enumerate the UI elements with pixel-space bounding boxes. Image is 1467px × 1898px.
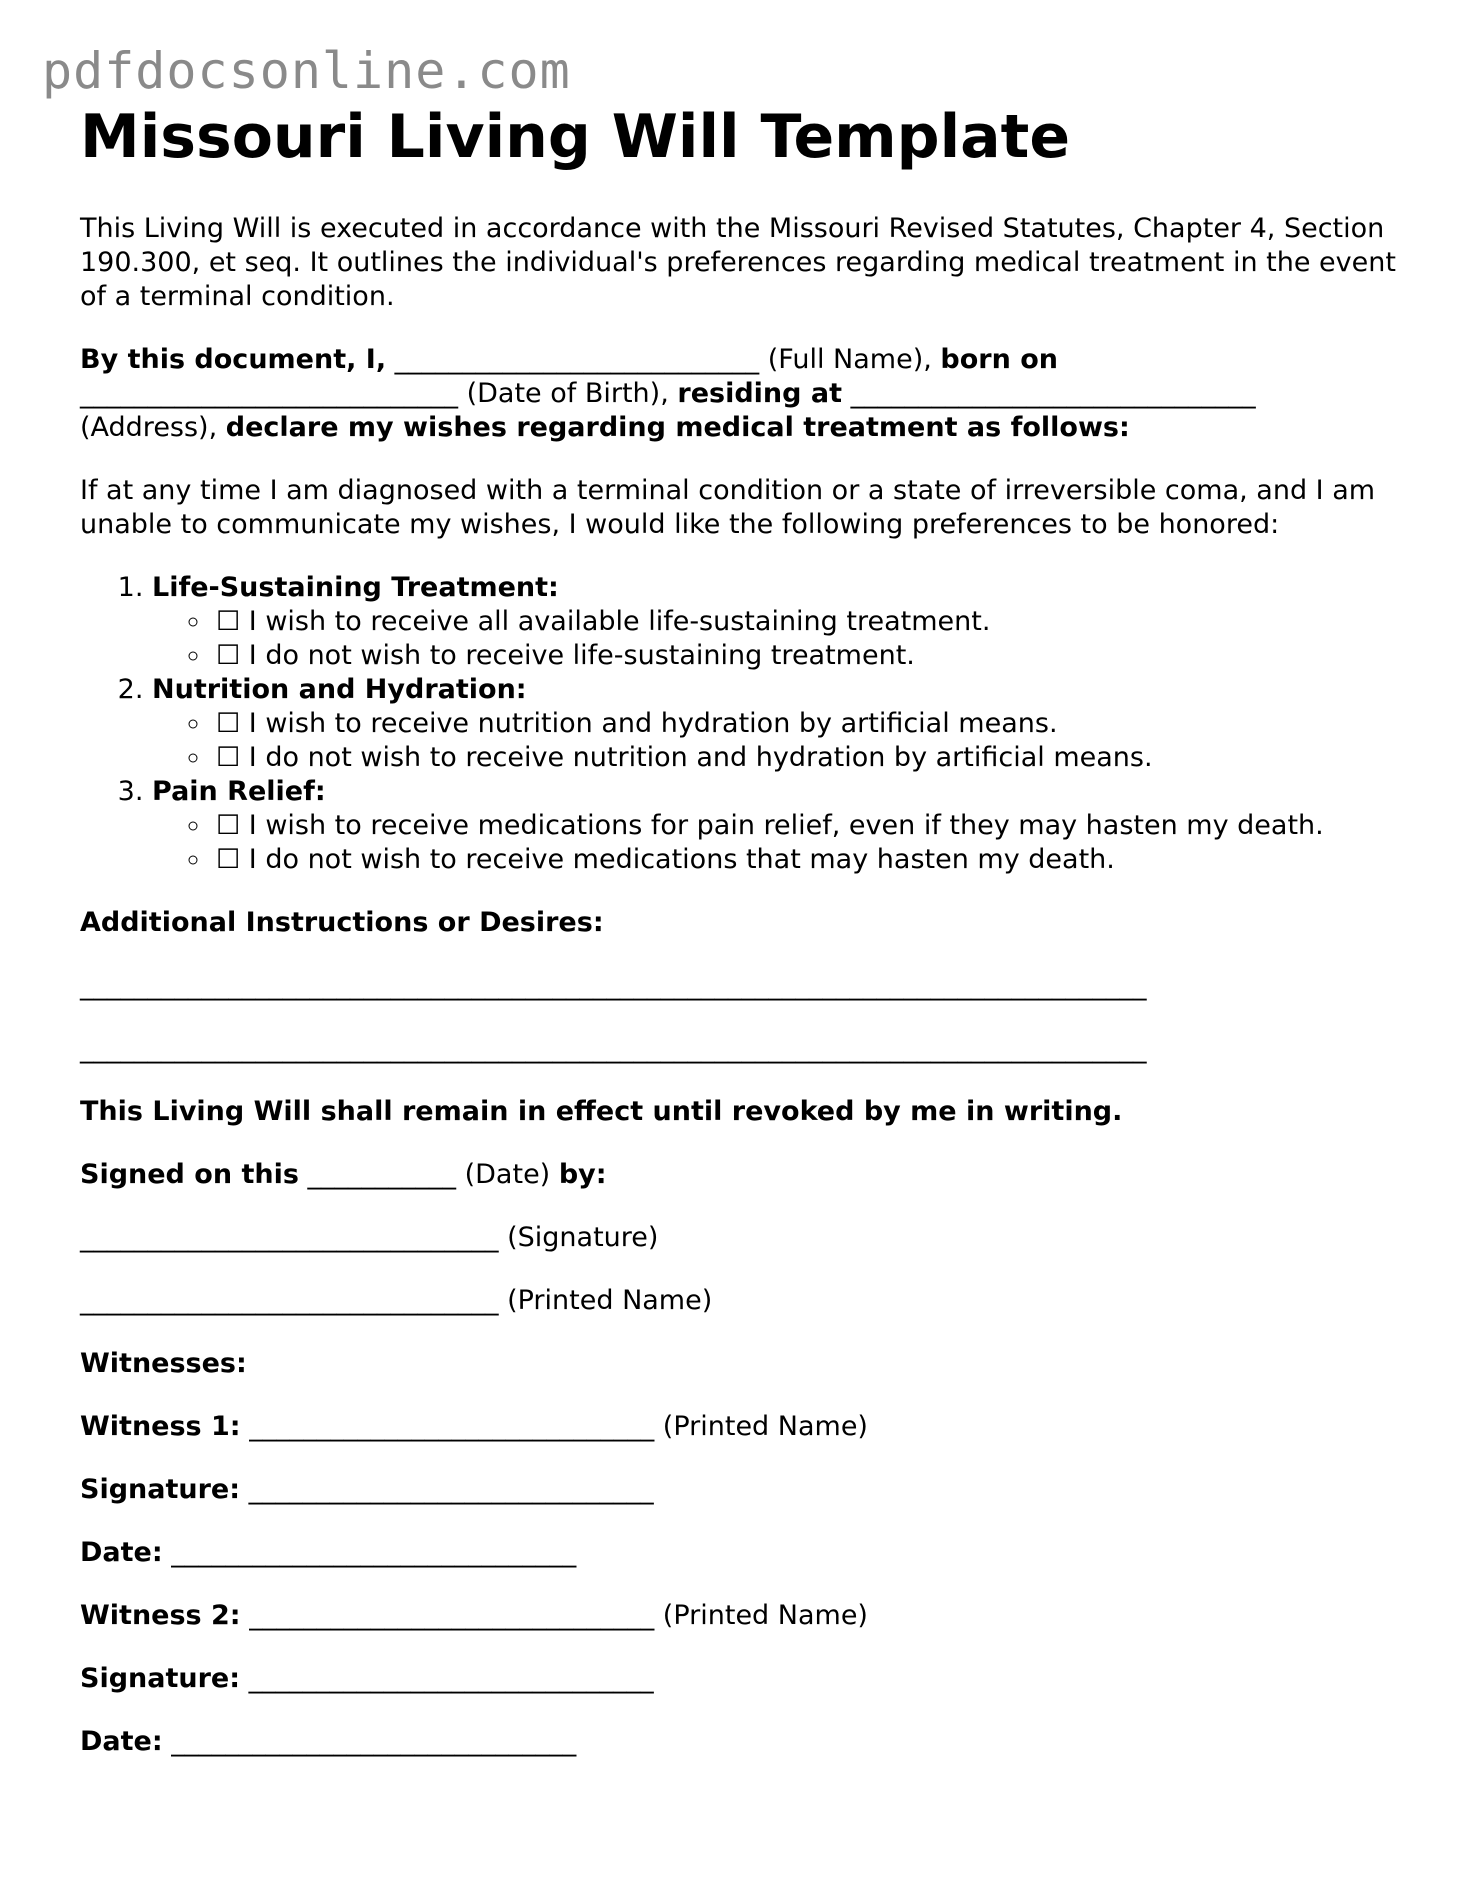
watermark-text: pdfdocsonline.com (42, 42, 571, 100)
signature-hint: (Signature) (507, 1222, 659, 1253)
witness-2-date-label: Date: (80, 1726, 163, 1757)
option-checkbox-item[interactable]: ◦ ☐ I do not wish to receive nutrition and hydration by artificial means. (212, 741, 1400, 775)
additional-instructions-line-1[interactable]: _______________________________________________________________________________ (80, 970, 1147, 1001)
option-checkbox-item[interactable]: ◦ ☐ I wish to receive medications for pain relief, even if they may hasten my death. (212, 809, 1400, 843)
date-of-birth-hint: (Date of Birth), (466, 378, 669, 409)
document-title: Missouri Living Will Template (80, 102, 1071, 172)
additional-instructions-heading: Additional Instructions or Desires: (80, 907, 604, 938)
witness-2-label: Witness 2: (80, 1600, 241, 1631)
preference-nutrition-hydration (152, 673, 1400, 775)
witness-1-signature-blank[interactable]: ______________________________ (248, 1474, 654, 1505)
preferences-list (80, 571, 1400, 877)
by-document-label: By this document, I, (80, 344, 387, 375)
printed-name-hint: (Printed Name) (507, 1285, 713, 1316)
witness-1-signature-row (80, 1473, 1400, 1507)
witness-2-row (80, 1599, 1400, 1633)
effect-statement: This Living Will shall remain in effect until revoked by me in writing. (80, 1096, 1123, 1127)
witness-1-name-blank[interactable]: ______________________________ (249, 1411, 655, 1442)
signed-date-blank[interactable]: ___________ (307, 1159, 457, 1190)
witness-2-name-hint: (Printed Name) (662, 1600, 868, 1631)
preference-pain-relief (152, 775, 1400, 877)
signed-on-row (80, 1158, 1400, 1192)
signed-by-label: by: (558, 1159, 607, 1190)
date-of-birth-blank[interactable]: ____________________________ (80, 378, 458, 409)
declare-wishes-label: declare my wishes regarding medical treatment as follows: (225, 412, 1130, 443)
option-checkbox-item[interactable]: ◦ ☐ I wish to receive all available life-sustaining treatment. (212, 605, 1400, 639)
full-name-blank[interactable]: ___________________________ (394, 344, 760, 375)
preference-heading: Life-Sustaining Treatment: (152, 572, 559, 603)
witnesses-heading: Witnesses: (80, 1348, 247, 1379)
residing-at-label: residing at (677, 378, 843, 409)
option-checkbox-item[interactable]: ◦ ☐ I wish to receive nutrition and hydration by artificial means. (212, 707, 1400, 741)
options-list (152, 605, 1400, 673)
address-blank[interactable]: ______________________________ (850, 378, 1256, 409)
printed-name-row (80, 1284, 1400, 1318)
address-hint: (Address), (80, 412, 218, 443)
signature-blank[interactable]: _______________________________ (80, 1222, 499, 1253)
witness-1-name-hint: (Printed Name) (662, 1411, 868, 1442)
condition-paragraph: If at any time I am diagnosed with a terminal condition or a state of irreversible coma, and I am unable to communicate my wishes, I would like the following preferences to be honored: (80, 475, 1376, 540)
signed-on-label: Signed on this (80, 1159, 299, 1190)
additional-instructions-line-2[interactable]: _______________________________________________________________________________ (80, 1033, 1147, 1064)
witness-1-date-row (80, 1536, 1400, 1570)
witness-1-label: Witness 1: (80, 1411, 241, 1442)
option-checkbox-item[interactable]: ◦ ☐ I do not wish to receive life-sustaining treatment. (212, 639, 1400, 673)
witness-2-signature-blank[interactable]: ______________________________ (248, 1663, 654, 1694)
witness-1-row (80, 1410, 1400, 1444)
options-list (152, 809, 1400, 877)
intro-paragraph: This Living Will is executed in accordance with the Missouri Revised Statutes, Chapter 4, Section 190.300, et seq. It outlines the individual's preferences regarding medical treatment in the event of a terminal condition. (80, 213, 1396, 312)
option-checkbox-item[interactable]: ◦ ☐ I do not wish to receive medications that may hasten my death. (212, 843, 1400, 877)
preference-life-sustaining (152, 571, 1400, 673)
born-on-label: born on (940, 344, 1059, 375)
document-body (80, 212, 1400, 1788)
full-name-hint: (Full Name), (767, 344, 932, 375)
witness-1-date-label: Date: (80, 1537, 163, 1568)
witness-1-signature-label: Signature: (80, 1474, 241, 1505)
witness-2-date-blank[interactable]: ______________________________ (171, 1726, 577, 1757)
witness-2-signature-label: Signature: (80, 1663, 241, 1694)
preference-heading: Pain Relief: (152, 776, 326, 807)
printed-name-blank[interactable]: _______________________________ (80, 1285, 499, 1316)
options-list (152, 707, 1400, 775)
witness-1-date-blank[interactable]: ______________________________ (171, 1537, 577, 1568)
witness-2-name-blank[interactable]: ______________________________ (249, 1600, 655, 1631)
preference-heading: Nutrition and Hydration: (152, 674, 527, 705)
signed-date-hint: (Date) (464, 1159, 551, 1190)
declaration-paragraph (80, 343, 1400, 445)
witness-2-date-row (80, 1725, 1400, 1759)
witness-2-signature-row (80, 1662, 1400, 1696)
signature-row (80, 1221, 1400, 1255)
